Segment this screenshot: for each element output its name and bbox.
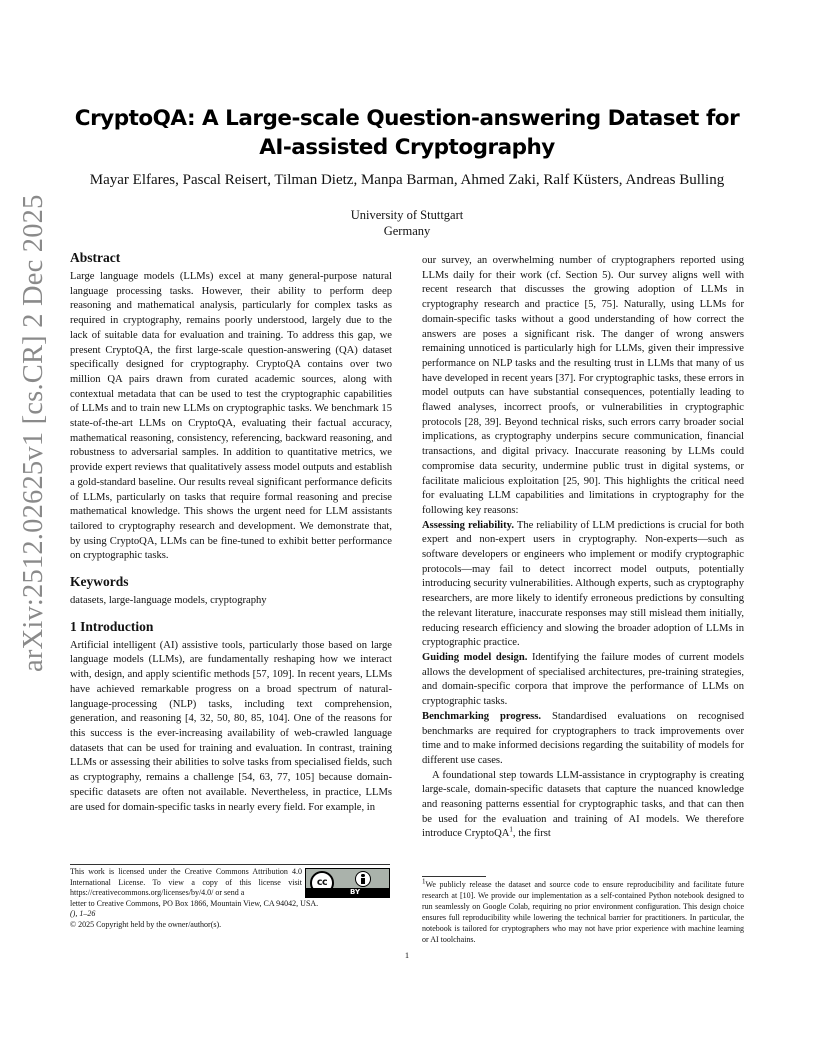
keywords-heading: Keywords — [70, 574, 129, 590]
arxiv-identifier-stamp[interactable]: arXiv:2512.02625v1 [cs.CR] 2 Dec 2025 — [18, 194, 49, 672]
introduction-section — [70, 618, 392, 815]
footnote-text: We publicly release the dataset and source code to ensure reproducibility and facilitate future research at [10]. We provide our implementation as a self-contained Python notebook designed to run seamlessly on Google Colab, requiring no prior environment configuration. This design choice ensures full reproducibility while lowering the technical barrier for practitioners. In particular, the notebook is tailored for cryptographers who may not have prior experience with machine learning or AI toolchains. — [422, 880, 744, 944]
abstract-heading: Abstract — [70, 250, 121, 265]
footnote-marker[interactable]: 1 — [509, 825, 513, 834]
author-list: Mayar Elfares, Pascal Reisert, Tilman Dietz, Manpa Barman, Ahmed Zaki, Ralf Küsters, Andreas Bulling — [89, 172, 725, 188]
introduction-paragraph-2: A foundational step towards LLM-assistance in cryptography is creating large-scale, domain-specific datasets that capture the nuanced knowledge and reasoning patterns essential for cryptographic tasks, and that can then be used for the evaluation and training of AI models. We therefore introduce CryptoQA$^1$, the first — [422, 769, 744, 840]
reason-text: The reliability of LLM predictions is crucial for both expert and non-expert users in cryptography. Non-experts—such as software developers or engineers who implement or modify cryptographic protocols—may fail to detect incorrect model outputs, potentially introducing security vulnerabilities. Although experts, such as cryptography researchers, are more likely to identify erroneous predictions by consulting the relevant literature, inaccurate responses may still mislead them initially, reducing research efficiency and slowing the broader adoption of LLMs in cryptographic practice. — [422, 519, 745, 649]
keywords-text: datasets, large-language models, cryptography — [70, 595, 267, 607]
footnote-1 — [422, 879, 744, 945]
right-column — [422, 254, 744, 842]
venue-pages: (), 1–26 — [70, 909, 96, 918]
affiliation-block — [60, 208, 754, 239]
introduction-heading: 1 Introduction — [70, 618, 154, 634]
introduction-paragraph-1-continued: our survey, an overwhelming number of cryptographers reported using LLMs daily for their work (cf. Section 5). Our survey aligns well with recent research that discusses the growing adoption of LLMs in cryptography research and practice [5, 75]. Naturally, using LLMs for domain-specific tasks without a good understanding of how correct the answers are poses a significant risk. The danger of wrong answers remaining unnoticed is particularly high for LLMs, given their impressive performance on NLP tasks and the resulting trust in LLMs that many of us have developed in recent years [37]. For cryptographic tasks, these errors in model outputs can have substantial consequences, potentially leading to flawed analyses, incorrect proofs, or vulnerabilities in cryptographic protocols [28, 39]. Beyond technical risks, such errors carry broader social implications, as cryptography underpins secure communication, financial transactions, and digital privacy. Inaccurate reasoning by LLMs could compromise data security, undermine public trust in digital systems, or facilitate malicious exploitation [25, 90]. This highlights the critical need for evaluating LLM capabilities and limitations in cryptography for the following key reasons: — [422, 255, 744, 516]
page-number: 1 — [404, 950, 410, 960]
reason-label: Benchmarking progress. — [422, 710, 542, 722]
left-column — [70, 249, 392, 815]
affiliation: University of Stuttgart — [350, 208, 464, 222]
reason-label: Assessing reliability. — [422, 519, 515, 531]
introduction-paragraph-1: Artificial intelligent (AI) assistive tools, particularly those based on large language models (LLMs), are fundamentally reshaping how we interact with, design, and apply scientific methods [57, 109]. In recent years, LLMs have achieved remarkable progress on a broad spectrum of natural-language-processing (NLP) tasks, including text comprehension, generation, and reasoning [4, 32, 50, 80, 85, 104]. One of the reasons for this success is the ever-increasing availability of web-crawled language datasets that can be used for training and evaluation. In contrast, training LLMs or assessing their abilities to solve tasks from specialised fields, such as cryptography, remains a challenge [54, 63, 77, 105] because domain-specific datasets are often not available. Nevertheless, in practice, LLMs are used for domain-specific tasks in nearly every field. For example, in — [70, 639, 392, 813]
abstract-text: Large language models (LLMs) excel at many general-purpose natural language processing tasks. However, their ability to perform deep reasoning and mathematical analysis, particularly for complex tasks as required in cryptography, remains poorly understood, largely due to the lack of suitable data for evaluation and training. To address this gap, we present CryptoQA, the first large-scale question-answering (QA) dataset specifically designed for cryptography. CryptoQA contains over two million QA pairs drawn from curated academic sources, along with contextual metadata that can be used to test the cryptographic capabilities of LLMs and to train new LLMs on cryptographic tasks. We benchmark 15 state-of-the-art LLMs on CryptoQA, evaluating their factual accuracy, mathematical reasoning, consistency, referencing, backward reasoning, and robustness to adversarial samples. In addition to quantitative metrics, we provide expert reviews that qualitatively assess model outputs and establish a gold-standard baseline. Our results reveal significant performance deficits of LLMs, particularly on tasks that require formal reasoning and precise mathematical knowledge. This shows the urgent need for LLM assistants tailored to cryptography research and development. We demonstrate that, by using CryptoQA, LLMs can be fine-tuned to exhibit better performance on cryptographic tasks. — [70, 271, 392, 562]
reason-assessing-reliability — [422, 519, 744, 651]
keywords-section — [70, 573, 392, 609]
reason-benchmarking-progress — [422, 710, 744, 769]
footnote-divider — [422, 876, 486, 877]
cc-icon: cc — [310, 871, 334, 895]
footnote-mark: 1 — [422, 877, 426, 886]
by-label: BY — [350, 888, 361, 896]
attribution-person-icon — [355, 871, 371, 887]
license-text: This work is licensed under the Creative Commons Attribution 4.0 International License. To view a copy of this license visit https://creativecommons.org/licenses/by/4.0/ or send a — [70, 867, 302, 897]
paper-title: CryptoQA: A Large-scale Question-answering Dataset for AI-assisted Cryptography — [74, 106, 740, 160]
license-text-continued: letter to Creative Commons, PO Box 1866, Mountain View, CA 94042, USA. — [70, 898, 319, 908]
affiliation-country: Germany — [383, 223, 431, 238]
reason-label: Guiding model design. — [422, 651, 528, 663]
cc-by-license-badge[interactable] — [305, 868, 390, 898]
copyright-notice: © 2025 Copyright held by the owner/author(s). — [70, 919, 222, 929]
abstract-section — [70, 249, 392, 564]
reason-text: Standardised evaluations on recognised benchmarks are required for cryptographers to track improvements over time and to make informed decisions regarding the suitability of models for different use cases. — [422, 710, 744, 766]
license-divider — [70, 864, 390, 865]
reason-text: Identifying the failure modes of current models allows the development of specialised architectures, pre-training strategies, and domain-specific corpora that improve the performance of LLMs on cryptographic tasks. — [422, 651, 744, 708]
reason-guiding-model-design — [422, 651, 744, 710]
